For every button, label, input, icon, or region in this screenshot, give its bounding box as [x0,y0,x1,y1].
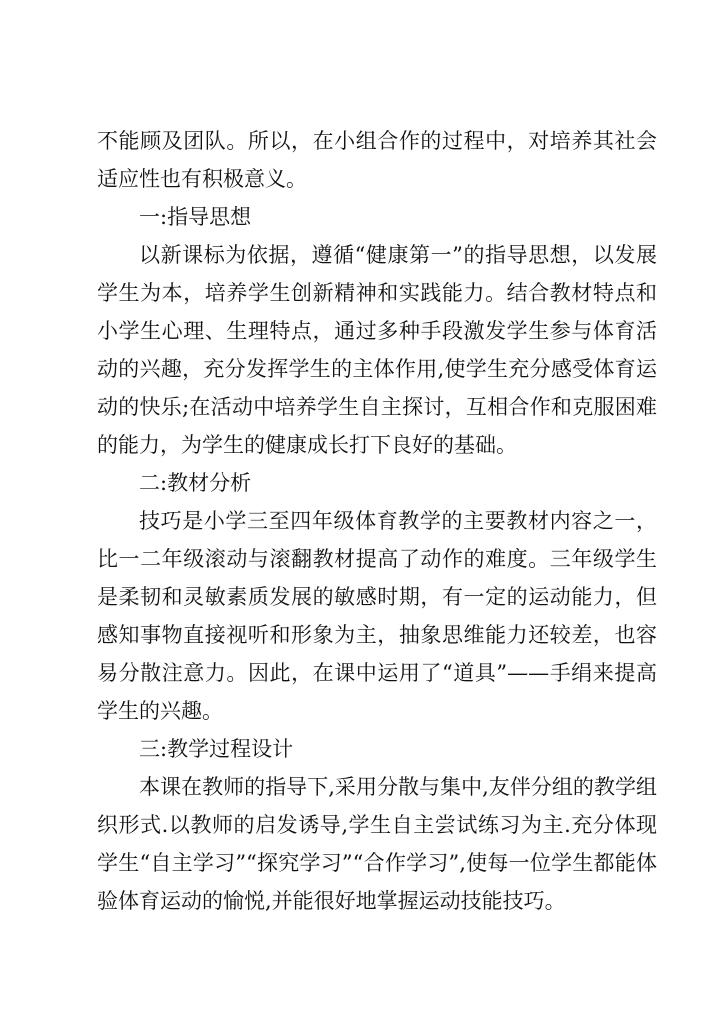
textbook-analysis-paragraph: 技巧是小学三至四年级体育教学的主要教材内容之一，比一二年级滚动与滚翻教材提高了动作的难度。三年级学生是柔韧和灵敏素质发展的敏感时期，有一定的运动能力，但感知事物直接视听和形象为主，抽象思维能力还较差，也容易分散注意力。因此，在课中运用了“道具”——手绢来提高学生的兴趣。 [97,509,657,723]
section-heading-teaching-process-design: 三:教学过程设计 [139,737,294,761]
section-heading-guiding-ideology: 一:指导思想 [139,205,252,229]
guiding-ideology-paragraph: 以新课标为依据，遵循“健康第一”的指导思想，以发展学生为本，培养学生创新精神和实践能力。结合教材特点和小学生心理、生理特点，通过多种手段激发学生参与体育活动的兴趣，充分发挥学生的主体作用,使学生充分感受体育运动的快乐;在活动中培养学生自主探讨，互相合作和克服困难的能力，为学生的健康成长打下良好的基础。 [97,243,657,457]
teaching-process-design-paragraph: 本课在教师的指导下,采用分散与集中,友伴分组的教学组织形式.以教师的启发诱导,学生自主尝试练习为主.充分体现学生“自主学习”“探究学习”“合作学习”,使每一位学生都能体验体育运动的愉悦,并能很好地掌握运动技能技巧。 [97,775,657,913]
intro-continuation-paragraph: 不能顾及团队。所以，在小组合作的过程中，对培养其社会适应性也有积极意义。 [97,129,657,191]
section-heading-textbook-analysis: 二:教材分析 [139,471,252,495]
document-body [97,122,657,920]
